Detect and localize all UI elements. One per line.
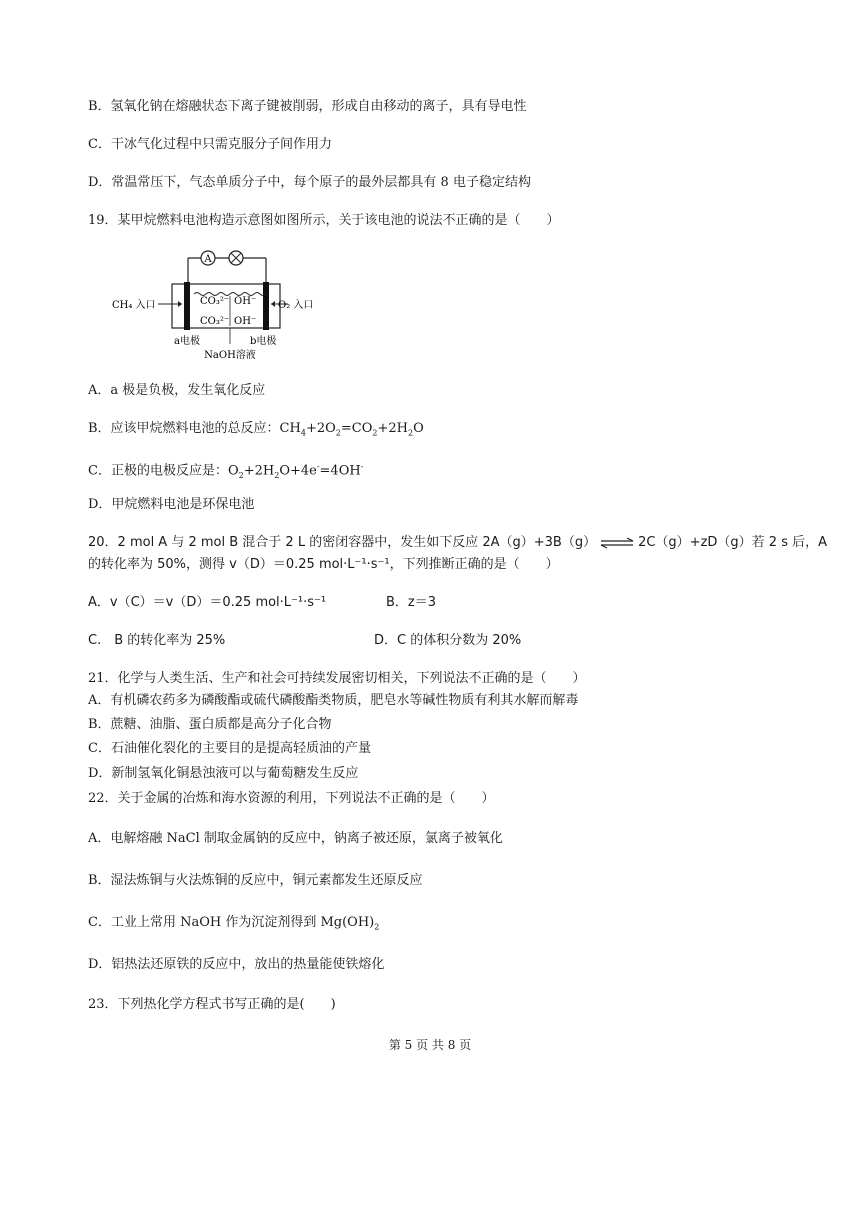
q22-option-b: B．湿法炼铜与火法炼铜的反应中，铜元素都发生还原反应 bbox=[88, 873, 423, 888]
ion-oh-bottom: OH⁻ bbox=[234, 316, 257, 327]
q20-option-b: B．z＝3 bbox=[386, 595, 437, 610]
q19-option-b: B．应该甲烷燃料电池的总反应：$CH_4+2O_2=CO_2+2H_2O$ bbox=[88, 421, 424, 438]
q19-option-c: C．正极的电极反应是：$O_2+2H_2O+4e^-=4OH^-$ bbox=[88, 462, 364, 480]
q20-option-d: D．C 的体积分数为 20% bbox=[374, 633, 522, 648]
q19-option-a: A．a 极是负极，发生氧化反应 bbox=[88, 383, 266, 398]
q20-stem-line1: 20．2 mol A 与 2 mol B 混合于 2 L 的密闭容器中，发生如下反应 2A（g）+3B（g） 2C（g）+zD（g）若 2 s 后，A bbox=[88, 535, 827, 550]
ion-oh-top: OH⁻ bbox=[234, 296, 257, 307]
q19-option-d: D．甲烷燃料电池是环保电池 bbox=[88, 497, 255, 512]
ch4-inlet-label: CH₄ 入口 bbox=[112, 300, 156, 311]
q18-option-c: C．干冰气化过程中只需克服分子间作用力 bbox=[88, 137, 332, 152]
ion-co3-top: CO₃²⁻ bbox=[200, 296, 230, 307]
q20-option-c: C. B 的转化率为 25% bbox=[88, 633, 226, 648]
q21-option-a: A．有机磷农药多为磷酸酯或硫代磷酸酯类物质，肥皂水等碱性物质有利其水解而解毒 bbox=[88, 693, 579, 708]
q22-option-d: D．铝热法还原铁的反应中，放出的热量能使铁熔化 bbox=[88, 957, 385, 972]
q20-stem-line2: 的转化率为 50%，测得 v（D）＝0.25 mol·L⁻¹·s⁻¹，下列推断正确的是（ ） bbox=[88, 557, 559, 572]
q19-stem: 19．某甲烷燃料电池构造示意图如图所示，关于该电池的说法不正确的是（ ） bbox=[88, 213, 560, 228]
q23-stem: 23．下列热化学方程式书写正确的是( ) bbox=[88, 997, 336, 1012]
q21-option-b: B．蔗糖、油脂、蛋白质都是高分子化合物 bbox=[88, 717, 332, 732]
q21-option-c: C．石油催化裂化的主要目的是提高轻质油的产量 bbox=[88, 741, 371, 756]
q18-option-b: B．氢氧化钠在熔融状态下离子键被削弱，形成自由移动的离子，具有导电性 bbox=[88, 99, 527, 114]
electrode-b-label: b电极 bbox=[250, 336, 277, 347]
equilibrium-arrow-icon bbox=[600, 538, 634, 548]
q21-stem: 21．化学与人类生活、生产和社会可持续发展密切相关，下列说法不正确的是（ ） bbox=[88, 671, 586, 686]
electrolyte-label: NaOH溶液 bbox=[204, 350, 256, 361]
o2-inlet-label: O₂ 入口 bbox=[278, 300, 314, 311]
electrode-a-label: a电极 bbox=[174, 336, 200, 347]
q22-option-a: A．电解熔融 NaCl 制取金属钠的反应中，钠离子被还原，氯离子被氧化 bbox=[88, 831, 503, 846]
electrode-a bbox=[184, 282, 190, 330]
q20-option-a: A．v（C）＝v（D）＝0.25 mol·L⁻¹·s⁻¹ bbox=[88, 595, 327, 610]
ion-co3-bottom: CO₃²⁻ bbox=[200, 316, 230, 327]
page-footer: 第 5 页 共 8 页 bbox=[388, 1038, 472, 1052]
ammeter-label: A bbox=[204, 254, 212, 265]
q21-option-d: D．新制氢氧化铜悬浊液可以与葡萄糖发生反应 bbox=[88, 766, 359, 781]
electrode-b bbox=[263, 282, 269, 330]
q22-option-c: C．工业上常用 NaOH 作为沉淀剂得到 $Mg(OH)_2$ bbox=[88, 915, 380, 932]
fuel-cell-diagram bbox=[108, 246, 314, 364]
q22-stem: 22．关于金属的冶炼和海水资源的利用，下列说法不正确的是（ ） bbox=[88, 791, 495, 806]
q18-option-d: D．常温常压下，气态单质分子中，每个原子的最外层都具有 8 电子稳定结构 bbox=[88, 175, 531, 190]
